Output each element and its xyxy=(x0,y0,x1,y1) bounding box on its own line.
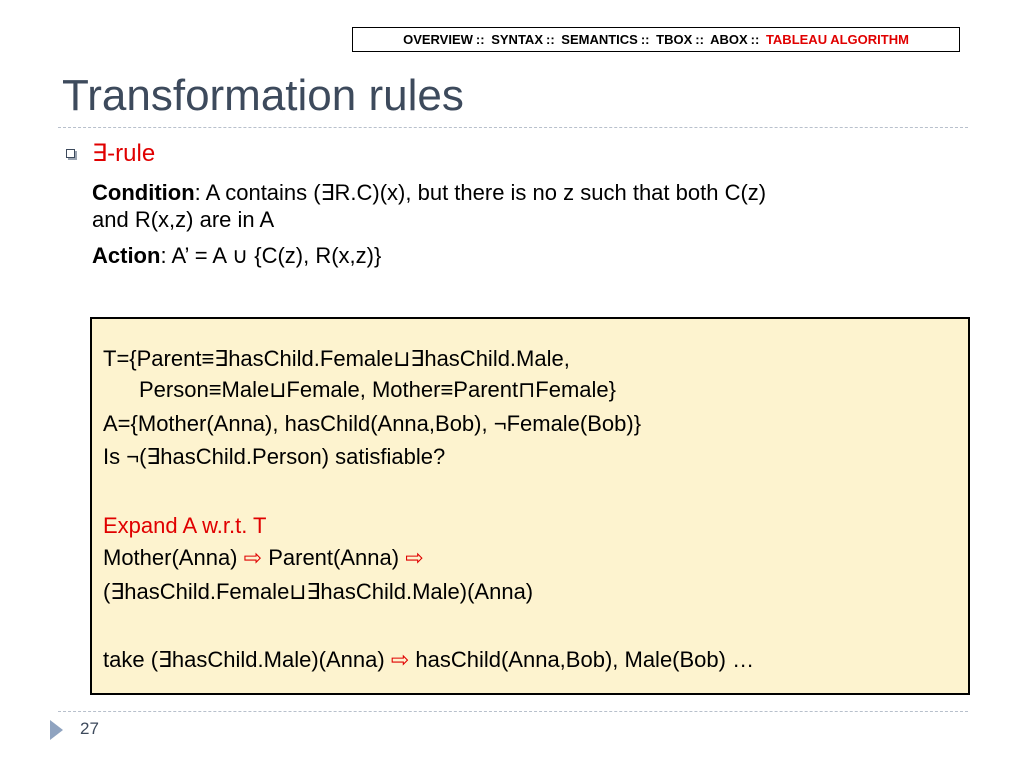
example-tbox-line-1: T={Parent≡∃hasChild.Female⊔∃hasChild.Male, xyxy=(103,346,570,371)
expansion-step-3 xyxy=(103,645,754,675)
right-arrow-icon: ⇨ xyxy=(243,545,263,570)
expansion-term: hasChild(Anna,Bob), Male(Bob) … xyxy=(415,647,755,672)
nav-separator: :: xyxy=(640,32,650,47)
checkbox-bullet-icon xyxy=(66,149,75,158)
expansion-term: take (∃hasChild.Male)(Anna) xyxy=(103,647,385,672)
nav-item-abox[interactable]: ABOX xyxy=(710,32,748,47)
condition-text: : A contains (∃R.C)(x), but there is no z such that both C(z) xyxy=(194,180,767,205)
title-divider xyxy=(58,127,968,128)
nav-item-overview[interactable]: OVERVIEW xyxy=(403,32,473,47)
rule-name: ∃-rule xyxy=(92,140,156,167)
nav-separator: :: xyxy=(695,32,704,47)
action-text: : A’ = A ∪ {C(z), R(x,z)} xyxy=(160,243,382,268)
condition-label: Condition xyxy=(92,180,195,205)
nav-item-tbox[interactable]: TBOX xyxy=(656,32,693,47)
right-arrow-icon: ⇨ xyxy=(390,647,410,672)
section-nav xyxy=(352,27,960,52)
nav-separator: :: xyxy=(750,32,760,47)
expand-heading: Expand A w.r.t. T xyxy=(103,513,267,538)
nav-separator: :: xyxy=(545,32,555,47)
action-label: Action xyxy=(92,243,161,268)
example-tbox-line-2: Person≡Male⊔Female, Mother≡Parent⊓Female} xyxy=(139,377,616,402)
slide-title: Transformation rules xyxy=(62,71,464,120)
example-question: Is ¬(∃hasChild.Person) satisfiable? xyxy=(103,444,446,469)
condition-block xyxy=(92,179,766,233)
expansion-step-2: (∃hasChild.Female⊔∃hasChild.Male)(Anna) xyxy=(103,579,534,604)
page-number: 27 xyxy=(80,719,99,738)
expansion-term: Mother(Anna) xyxy=(103,545,238,570)
nav-separator: :: xyxy=(475,32,485,47)
action-block xyxy=(92,242,381,269)
triangle-nav-icon[interactable] xyxy=(50,720,63,740)
nav-item-syntax[interactable]: SYNTAX xyxy=(491,32,543,47)
nav-item-semantics[interactable]: SEMANTICS xyxy=(561,32,638,47)
footer-divider xyxy=(58,711,968,712)
expansion-term: Parent(Anna) xyxy=(268,545,400,570)
condition-text-continued: and R(x,z) are in A xyxy=(92,207,275,232)
example-box xyxy=(90,317,970,695)
right-arrow-icon: ⇨ xyxy=(405,545,424,570)
expansion-step-1 xyxy=(103,543,424,573)
example-abox-line: A={Mother(Anna), hasChild(Anna,Bob), ¬Female(Bob)} xyxy=(103,411,642,436)
nav-item-tableau-algorithm[interactable]: TABLEAU ALGORITHM xyxy=(765,32,909,47)
